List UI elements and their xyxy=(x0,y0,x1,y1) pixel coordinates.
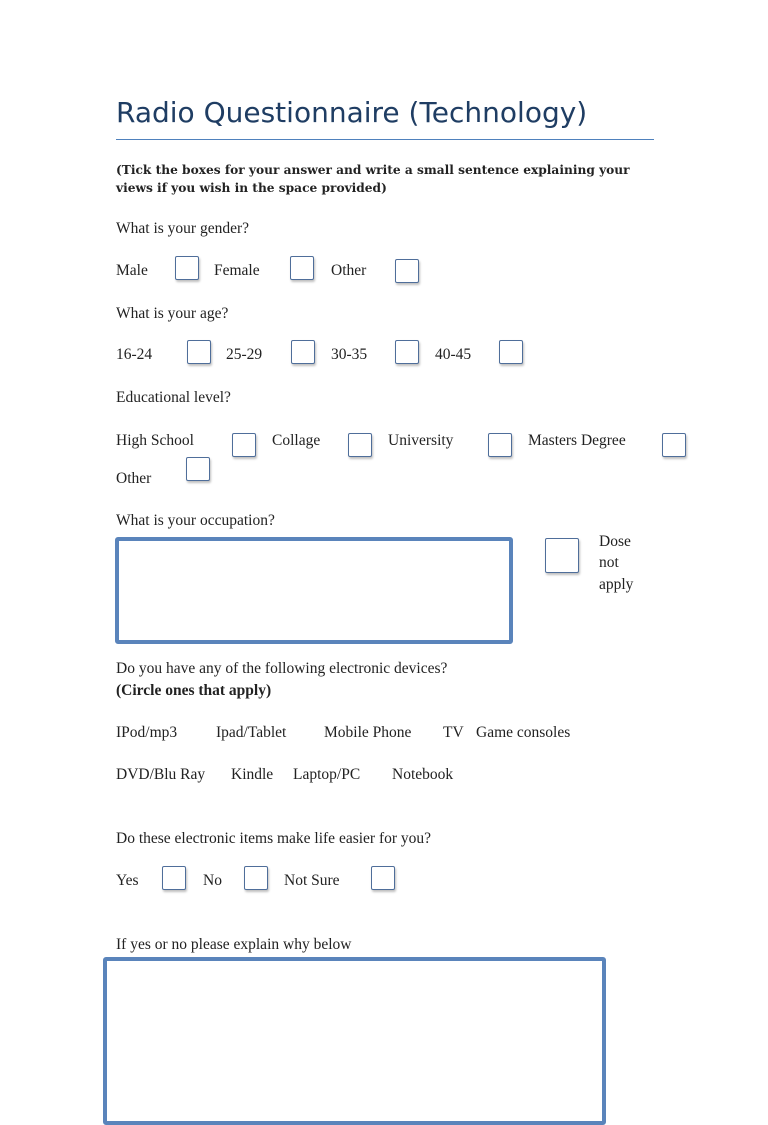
device-notebook[interactable]: Notebook xyxy=(392,766,454,783)
option-no-label: No xyxy=(203,872,222,889)
checkbox-not-sure[interactable] xyxy=(371,866,395,890)
option-not-sure-label: Not Sure xyxy=(284,872,340,889)
checkbox-yes[interactable] xyxy=(162,866,186,890)
education-question: Educational level? xyxy=(116,389,231,406)
checkbox-16-24[interactable] xyxy=(187,340,211,364)
option-yes-label: Yes xyxy=(116,872,139,889)
device-tv[interactable]: TV xyxy=(443,724,464,741)
checkbox-other-education[interactable] xyxy=(186,457,210,481)
device-ipod[interactable]: IPod/mp3 xyxy=(116,724,178,741)
option-high-school-label: High School xyxy=(116,432,194,449)
option-male-label: Male xyxy=(116,262,148,279)
option-collage-label: Collage xyxy=(272,432,321,449)
checkbox-30-35[interactable] xyxy=(395,340,419,364)
age-question: What is your age? xyxy=(116,305,229,322)
checkbox-not-apply[interactable] xyxy=(545,538,579,573)
not-apply-label-1: Dose xyxy=(599,533,631,550)
option-other-education-label: Other xyxy=(116,470,152,487)
checkbox-male[interactable] xyxy=(175,256,199,280)
option-university-label: University xyxy=(388,432,454,449)
option-female-label: Female xyxy=(214,262,260,279)
checkbox-collage[interactable] xyxy=(348,433,372,457)
device-dvd[interactable]: DVD/Blu Ray xyxy=(116,766,206,783)
explain-question: If yes or no please explain why below xyxy=(116,936,352,953)
option-25-29-label: 25-29 xyxy=(226,346,263,363)
devices-note: (Circle ones that apply) xyxy=(116,682,272,699)
occupation-question: What is your occupation? xyxy=(116,512,275,529)
device-game-consoles[interactable]: Game consoles xyxy=(476,724,571,741)
device-mobile-phone[interactable]: Mobile Phone xyxy=(324,724,412,741)
not-apply-label-3: apply xyxy=(599,576,634,593)
title-divider xyxy=(116,139,654,140)
devices-question: Do you have any of the following electronic devices? xyxy=(116,660,448,677)
checkbox-40-45[interactable] xyxy=(499,340,523,364)
checkbox-masters[interactable] xyxy=(662,433,686,457)
option-16-24-label: 16-24 xyxy=(116,346,153,363)
option-40-45-label: 40-45 xyxy=(435,346,472,363)
device-ipad[interactable]: Ipad/Tablet xyxy=(216,724,287,741)
checkbox-university[interactable] xyxy=(488,433,512,457)
explain-input[interactable] xyxy=(103,957,606,1125)
easier-question: Do these electronic items make life easier for you? xyxy=(116,830,432,847)
instructions: (Tick the boxes for your answer and write a small sentence explaining your views if you wish in the space provided) xyxy=(116,163,630,195)
page-title: Radio Questionnaire (Technology) xyxy=(116,96,588,129)
gender-question: What is your gender? xyxy=(116,220,249,237)
checkbox-no[interactable] xyxy=(244,866,268,890)
checkbox-other-gender[interactable] xyxy=(395,259,419,283)
not-apply-label-2: not xyxy=(599,554,619,571)
checkbox-female[interactable] xyxy=(290,256,314,280)
option-masters-label: Masters Degree xyxy=(528,432,626,449)
option-other-gender-label: Other xyxy=(331,262,367,279)
checkbox-25-29[interactable] xyxy=(291,340,315,364)
option-30-35-label: 30-35 xyxy=(331,346,368,363)
device-kindle[interactable]: Kindle xyxy=(231,766,274,783)
checkbox-high-school[interactable] xyxy=(232,433,256,457)
device-laptop[interactable]: Laptop/PC xyxy=(293,766,361,783)
occupation-input[interactable] xyxy=(115,537,513,644)
